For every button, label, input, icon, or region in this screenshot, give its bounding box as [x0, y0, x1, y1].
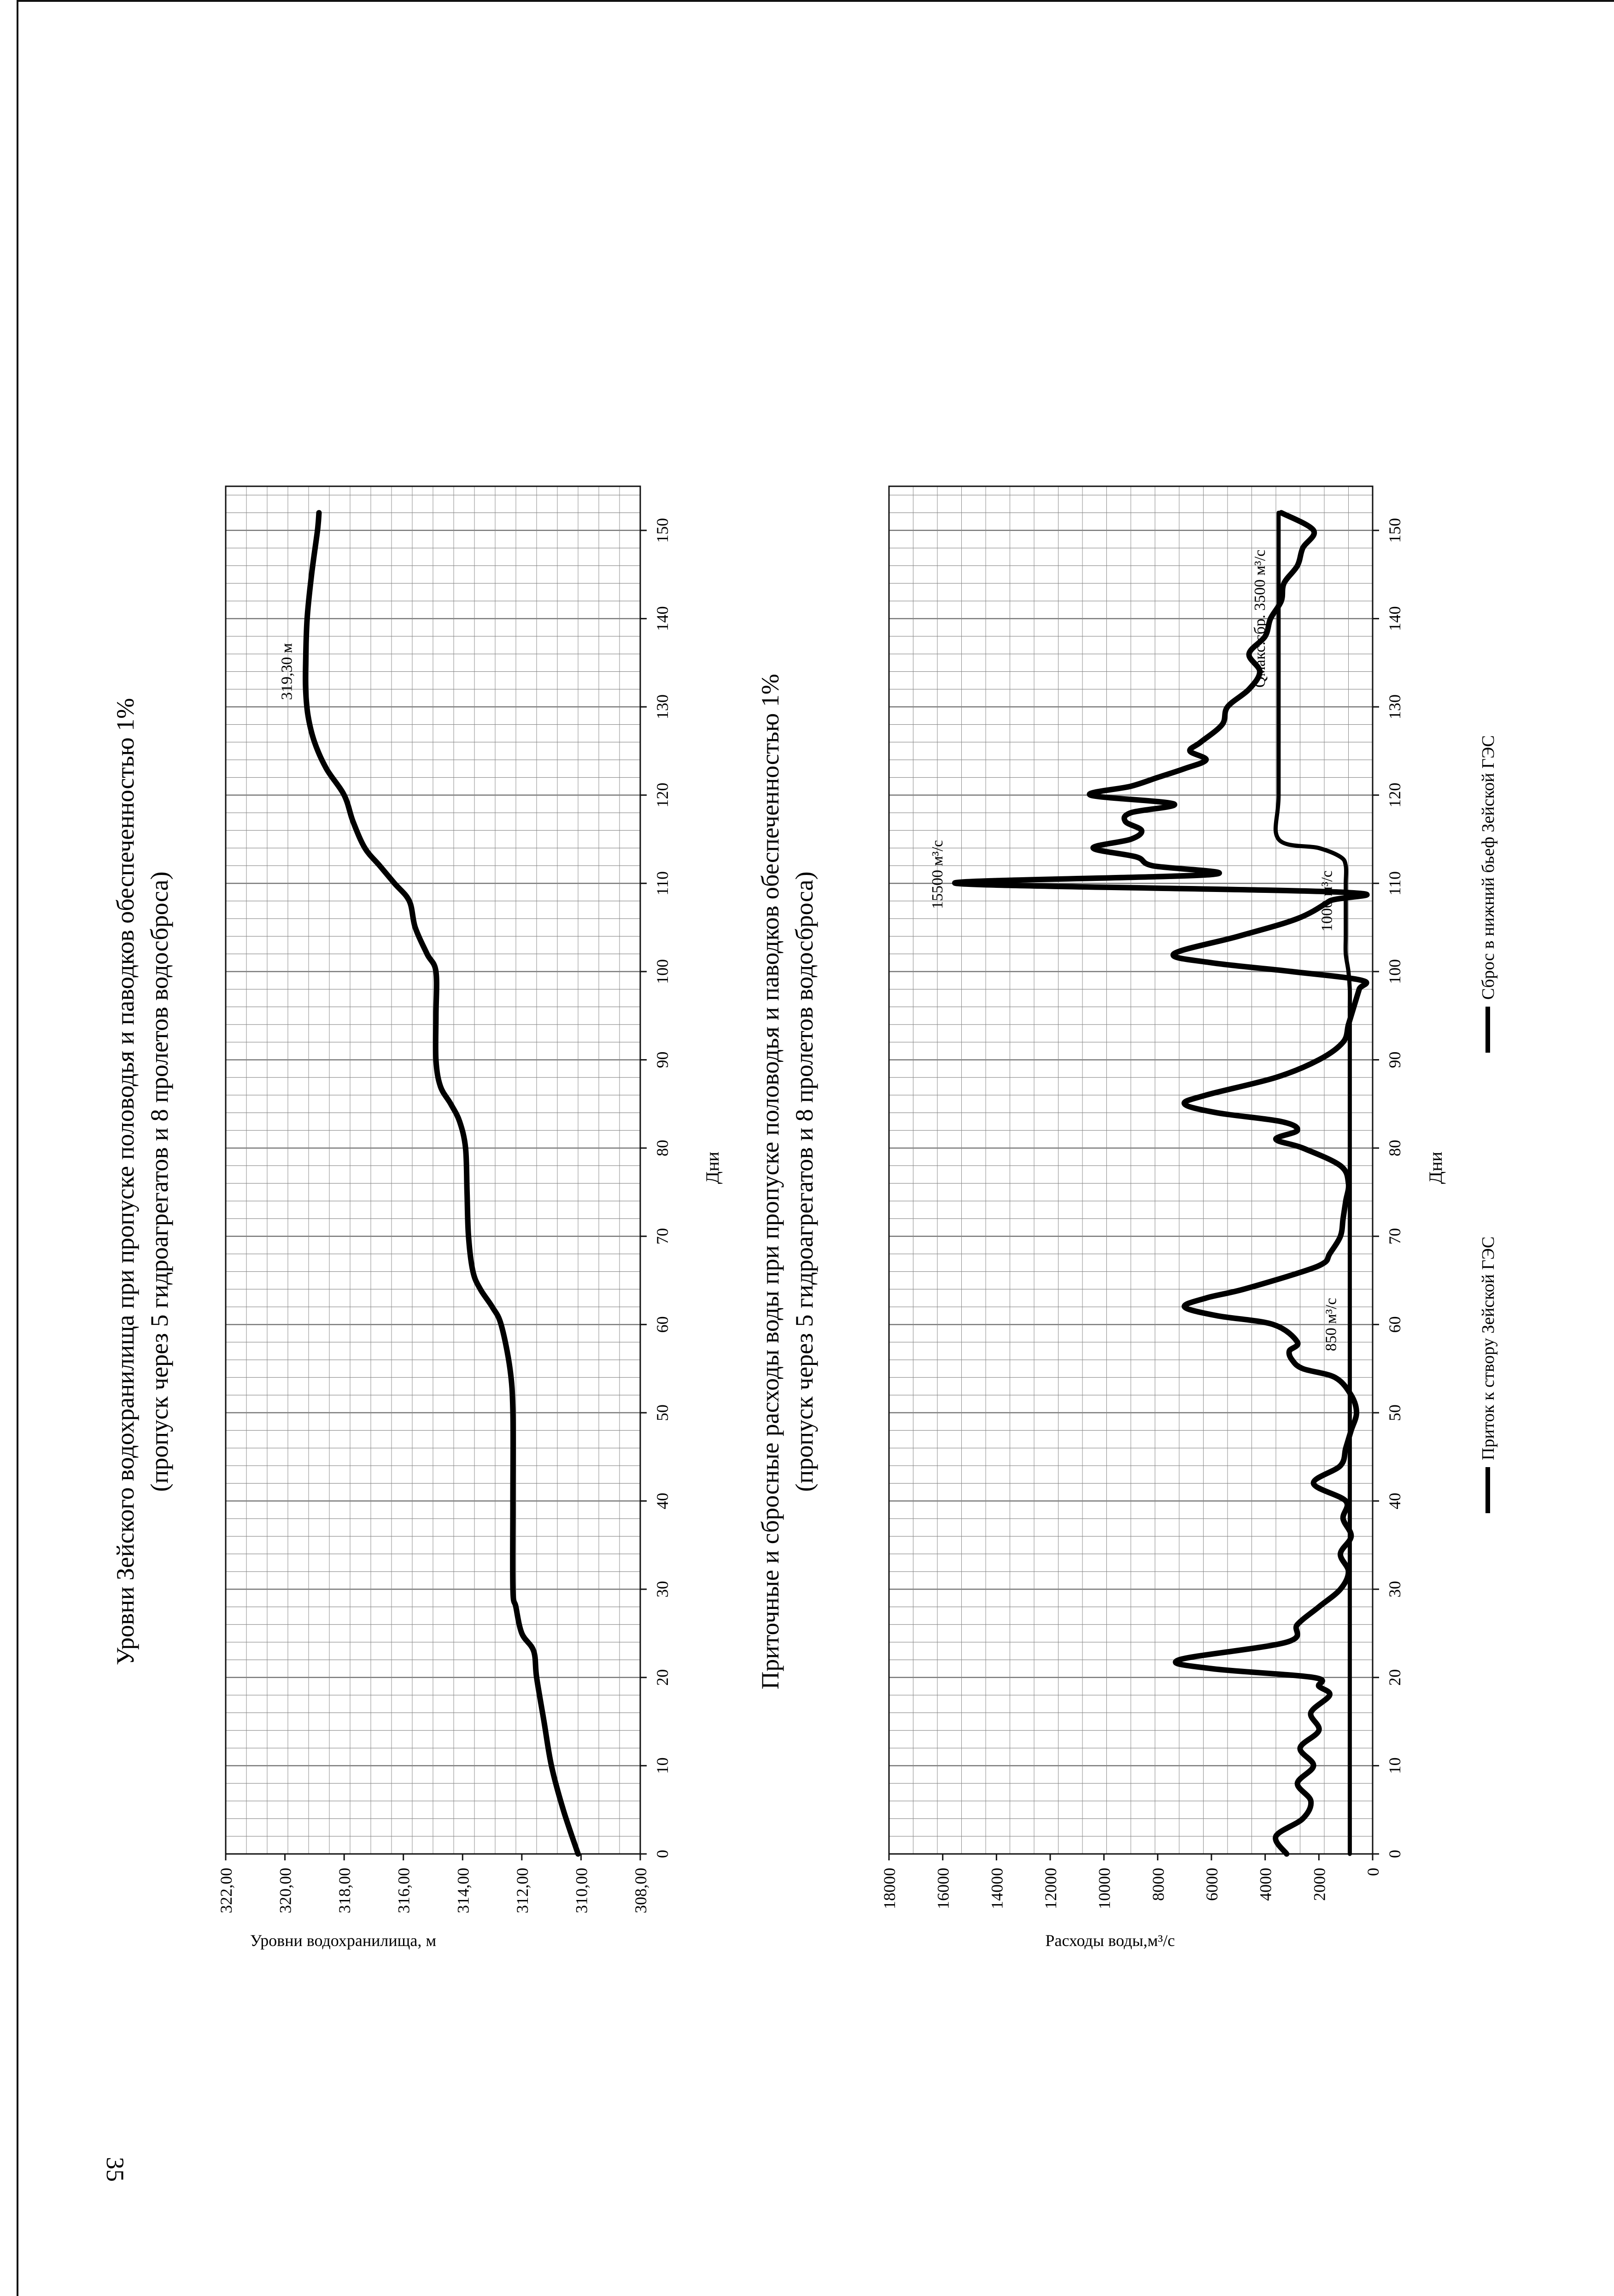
chart2-y-axis-label: Расходы воды,м³/с [1045, 1931, 1175, 1950]
chart2-x-tick-label: 60 [1386, 1316, 1404, 1333]
chart2-x-tick-label: 150 [1386, 518, 1404, 543]
chart1-x-tick-label: 10 [653, 1757, 672, 1774]
chart1-y-tick-label: 320,00 [276, 1868, 295, 1913]
chart2-y-tick-label: 18000 [880, 1868, 899, 1909]
chart1-title: Уровни Зейского водохранилища при пропуске половодья и паводков обеспеченностью 1% [111, 698, 139, 1666]
chart2-y-tick-label: 14000 [988, 1868, 1006, 1909]
chart2-x-tick-label: 110 [1386, 871, 1404, 896]
chart2-x-tick-label: 10 [1386, 1757, 1404, 1774]
chart2-x-tick-label: 70 [1386, 1228, 1404, 1245]
chart2-title: Приточные и сбросные расходы воды при пропуске половодья и паводков обеспеченностью 1% [756, 674, 784, 1690]
chart2-y-tick-label: 4000 [1256, 1868, 1275, 1901]
chart1-y-tick-label: 316,00 [394, 1868, 413, 1913]
chart1-x-tick-label: 120 [653, 782, 672, 808]
chart2-y-tick-label: 6000 [1203, 1868, 1221, 1901]
chart1-x-tick-label: 20 [653, 1669, 672, 1686]
chart1-x-axis-label: Дни [702, 1151, 723, 1184]
chart1-axes [217, 486, 672, 1913]
chart1-y-tick-label: 322,00 [217, 1868, 235, 1913]
chart1-annotations [279, 643, 296, 700]
chart1-y-tick-label: 312,00 [513, 1868, 532, 1913]
chart2-x-tick-label: 20 [1386, 1669, 1404, 1686]
chart1-x-tick-label: 110 [653, 871, 672, 896]
chart1-y-tick-label: 310,00 [572, 1868, 591, 1913]
chart2-axes [880, 486, 1404, 1909]
chart2-legend-label: Приток к створу Зейской ГЭС [1479, 1236, 1498, 1460]
chart1-x-tick-label: 50 [653, 1404, 672, 1421]
chart2-annotation: 15500 м³/с [929, 840, 946, 909]
chart2-x-tick-label: 30 [1386, 1581, 1404, 1598]
chart1-x-tick-label: 30 [653, 1581, 672, 1598]
chart2-y-tick-label: 0 [1364, 1868, 1382, 1876]
chart1-y-tick-label: 318,00 [335, 1868, 354, 1913]
chart1-x-tick-label: 60 [653, 1316, 672, 1333]
chart1-y-tick-label: 314,00 [454, 1868, 473, 1913]
chart2-x-tick-label: 40 [1386, 1492, 1404, 1509]
chart1-x-tick-label: 40 [653, 1492, 672, 1509]
chart1-subtitle: (пропуск через 5 гидроагрегатов и 8 пролетов водосброса) [146, 871, 173, 1492]
chart1-x-tick-label: 0 [653, 1850, 672, 1858]
chart1-y-tick-label: 308,00 [632, 1868, 650, 1913]
chart2-x-tick-label: 0 [1386, 1850, 1404, 1858]
chart2-x-tick-label: 90 [1386, 1051, 1404, 1068]
chart2-y-tick-label: 8000 [1149, 1868, 1168, 1901]
chart1-x-tick-label: 140 [653, 606, 672, 631]
chart2-x-tick-label: 120 [1386, 782, 1404, 808]
chart2-annotation: 850 м³/с [1322, 1298, 1340, 1352]
chart1-x-tick-label: 100 [653, 959, 672, 984]
reservoir-level-chart [111, 486, 723, 1950]
chart2-legend-label: Сброс в нижний бьеф Зейской ГЭС [1479, 735, 1498, 1000]
chart1-x-tick-label: 150 [653, 518, 672, 543]
chart2-grid [889, 486, 1373, 1854]
chart2-annotation: Qмакс.сбр. 3500 м³/с [1251, 549, 1269, 688]
chart1-x-tick-label: 80 [653, 1140, 672, 1157]
chart1-x-tick-label: 90 [653, 1051, 672, 1068]
chart2-legend [1479, 735, 1498, 1513]
chart2-x-axis-label: Дни [1425, 1151, 1446, 1184]
discharge-chart [756, 486, 1498, 1950]
chart2-y-tick-label: 10000 [1095, 1868, 1114, 1909]
chart2-x-tick-label: 130 [1386, 694, 1404, 720]
chart2-y-tick-label: 16000 [934, 1868, 953, 1909]
chart2-x-tick-label: 50 [1386, 1404, 1404, 1421]
chart2-subtitle: (пропуск через 5 гидроагрегатов и 8 пролетов водосброса) [790, 871, 818, 1492]
chart1-y-axis-label: Уровни водохранилища, м [250, 1931, 437, 1950]
chart1-x-tick-label: 130 [653, 694, 672, 720]
chart2-annotation: 1000 м³/с [1318, 870, 1336, 932]
page-number: 35 [101, 2157, 129, 2182]
chart2-x-tick-label: 100 [1386, 959, 1404, 984]
chart1-x-tick-label: 70 [653, 1228, 672, 1245]
chart2-x-tick-label: 80 [1386, 1140, 1404, 1157]
chart2-x-tick-label: 140 [1386, 606, 1404, 631]
chart2-y-tick-label: 2000 [1310, 1868, 1329, 1901]
chart2-y-tick-label: 12000 [1041, 1868, 1060, 1909]
chart1-annotation: 319,30 м [278, 643, 296, 700]
